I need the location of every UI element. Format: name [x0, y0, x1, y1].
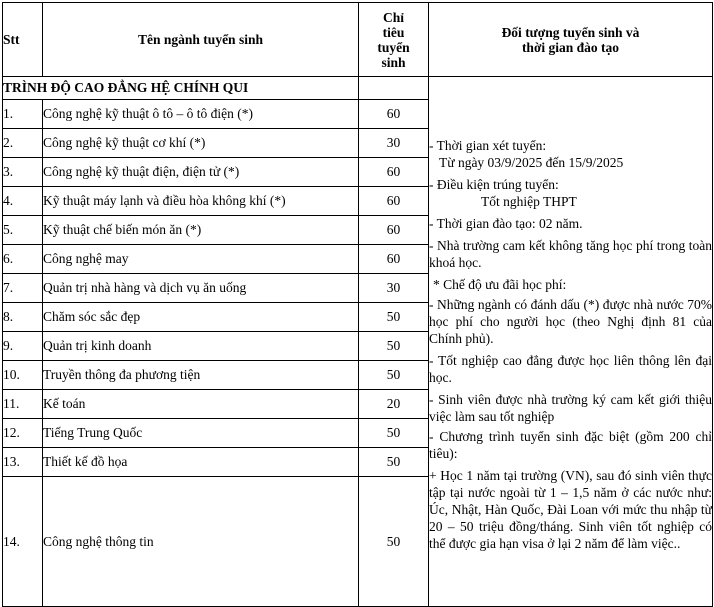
row-quota: 50: [359, 419, 429, 448]
info-admission-condition: - Điều kiện trúng tuyển:: [429, 176, 559, 192]
row-program-name: Tiếng Trung Quốc: [43, 419, 359, 448]
row-stt: 7.: [3, 274, 43, 303]
info-training-duration: - Thời gian đào tạo: 02 năm.: [429, 215, 583, 231]
row-stt: 3.: [3, 158, 43, 187]
row-program-name: Công nghệ kỹ thuật cơ khí (*): [43, 129, 359, 158]
header-row: [3, 3, 713, 77]
row-program-name: Quản trị nhà hàng và dịch vụ ăn uống: [43, 274, 359, 303]
info-admission-dates: Từ ngày 03/9/2025 đến 15/9/2025: [439, 154, 624, 170]
row-program-name: Chăm sóc sắc đẹp: [43, 303, 359, 332]
row-quota: 50: [359, 332, 429, 361]
row-stt: 8.: [3, 303, 43, 332]
row-stt: 2.: [3, 129, 43, 158]
row-quota: 50: [359, 361, 429, 390]
row-program-name: Truyền thông đa phương tiện: [43, 361, 359, 390]
row-stt: 4.: [3, 187, 43, 216]
info-tuition-commitment: - Nhà trường cam kết không tăng học phí trong toàn khoá học.: [429, 237, 712, 270]
row-quota: 60: [359, 216, 429, 245]
header-name: Tên ngành tuyển sinh: [43, 3, 359, 77]
info-overseas-internship: + Học 1 năm tại trường (VN), sau đó sinh viên thực tập tại nước ngoài từ 1 – 1,5 năm ở các nước như: Úc, Nhật, Hàn Quốc, Đài Loan với mức thu nhập từ 20 – 50 triệu đồng/tháng. Sinh viên tốt nghiệp có thể được gia hạn visa ở lại 2 năm để làm việc..: [429, 467, 712, 551]
header-quota-line: Chỉ: [382, 9, 404, 25]
row-quota: 60: [359, 245, 429, 274]
header-info: [429, 3, 713, 77]
row-program-name: Công nghệ kỹ thuật ô tô – ô tô điện (*): [43, 100, 359, 129]
info-admission-period: - Thời gian xét tuyển:: [429, 137, 547, 153]
header-quota-line: tuyển: [377, 39, 410, 55]
row-quota: 50: [359, 448, 429, 477]
header-info-line: thời gian đào tạo: [521, 39, 620, 55]
row-program-name: Kỹ thuật máy lạnh và điều hòa không khí (*): [43, 187, 359, 216]
row-quota: 20: [359, 390, 429, 419]
row-stt: 10.: [3, 361, 43, 390]
header-quota-line: sinh: [381, 54, 406, 70]
row-quota: 50: [359, 303, 429, 332]
row-program-name: Quản trị kinh doanh: [43, 332, 359, 361]
header-info-line: Đối tượng tuyển sinh và: [501, 24, 640, 40]
info-tuition-incentive: * Chế độ ưu đãi học phí:: [433, 276, 567, 292]
section-row: [3, 77, 713, 100]
row-stt: 6.: [3, 245, 43, 274]
info-starred-programs: - Những ngành có đánh dấu (*) được nhà nước 70% học phí cho người học (theo Nghị định 81 của Chính phủ).: [429, 296, 712, 346]
row-stt: 1.: [3, 100, 43, 129]
row-stt: 5.: [3, 216, 43, 245]
info-condition-value: Tốt nghiệp THPT: [481, 193, 577, 209]
info-cell: [429, 77, 713, 607]
header-stt: Stt: [3, 3, 43, 77]
row-quota: 50: [359, 477, 429, 607]
header-quota: [359, 3, 429, 77]
admissions-table: [2, 2, 713, 607]
row-quota: 30: [359, 129, 429, 158]
row-program-name: Kế toán: [43, 390, 359, 419]
info-transfer-university: - Tốt nghiệp cao đẳng được học liên thông lên đại học.: [429, 352, 712, 385]
row-stt: 9.: [3, 332, 43, 361]
section-empty-cell: [359, 77, 429, 100]
header-quota-line: tiêu: [382, 24, 405, 40]
row-program-name: Kỹ thuật chế biến món ăn (*): [43, 216, 359, 245]
row-program-name: Công nghệ thông tin: [43, 477, 359, 607]
row-program-name: Công nghệ may: [43, 245, 359, 274]
row-program-name: Công nghệ kỹ thuật điện, điện tử (*): [43, 158, 359, 187]
section-title: TRÌNH ĐỘ CAO ĐẲNG HỆ CHÍNH QUI: [3, 77, 359, 100]
info-special-program: - Chương trình tuyển sinh đặc biệt (gồm 200 chỉ tiêu):: [429, 428, 712, 461]
row-stt: 11.: [3, 390, 43, 419]
row-quota: 30: [359, 274, 429, 303]
info-job-placement: - Sinh viên được nhà trường ký cam kết giới thiệu việc làm sau tốt nghiệp: [429, 391, 712, 424]
row-quota: 60: [359, 187, 429, 216]
row-stt: 13.: [3, 448, 43, 477]
row-stt: 12.: [3, 419, 43, 448]
row-quota: 60: [359, 158, 429, 187]
row-quota: 60: [359, 100, 429, 129]
row-stt: 14.: [3, 477, 43, 607]
row-program-name: Thiết kế đồ họa: [43, 448, 359, 477]
